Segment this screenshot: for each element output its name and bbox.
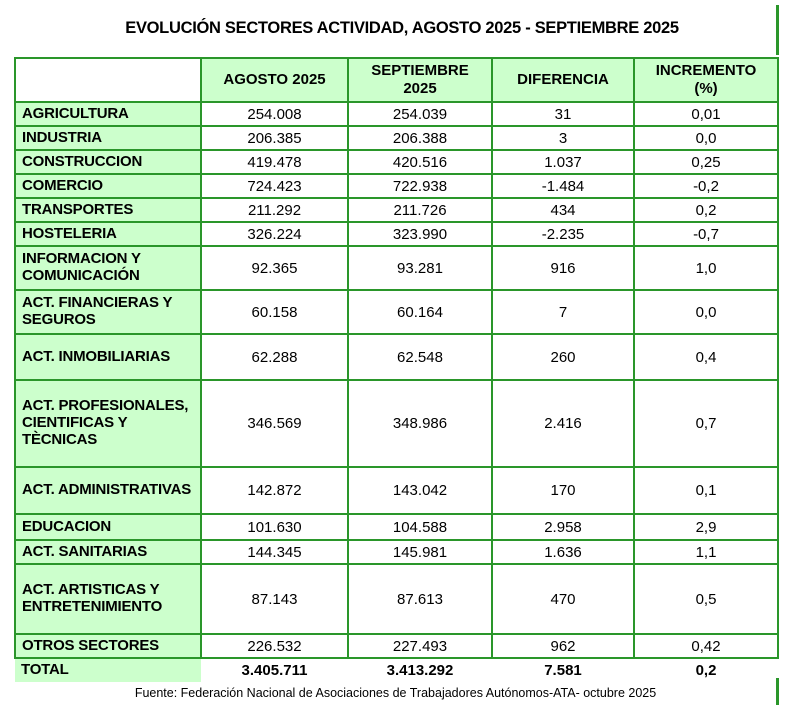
sector-label: ACT. PROFESIONALES, CIENTIFICAS Y TÈCNICAS [15,380,201,467]
table-row [15,514,778,540]
table-row [15,540,778,564]
septiembre-value: 62.548 [348,334,492,380]
agosto-value: 211.292 [201,198,348,222]
right-border-top-segment [776,5,779,55]
sector-label: COMERCIO [15,174,201,198]
septiembre-value: 211.726 [348,198,492,222]
table-row [15,222,778,246]
septiembre-value: 722.938 [348,174,492,198]
header-row [15,58,778,102]
agosto-value: 60.158 [201,290,348,334]
septiembre-value: 323.990 [348,222,492,246]
incremento-value: 0,01 [634,102,778,126]
column-header: DIFERENCIA [492,58,634,102]
incremento-value: 0,7 [634,380,778,467]
table-header [15,58,778,102]
diferencia-value: 7 [492,290,634,334]
table-row [15,126,778,150]
diferencia-value: -1.484 [492,174,634,198]
agosto-value: 206.385 [201,126,348,150]
sectors-table [14,57,779,682]
column-header: SEPTIEMBRE 2025 [348,58,492,102]
agosto-value: 419.478 [201,150,348,174]
incremento-value: 1,0 [634,246,778,290]
septiembre-value: 145.981 [348,540,492,564]
corner-cell [15,58,201,102]
diferencia-value: 2.958 [492,514,634,540]
sector-label: ACT. ARTISTICAS Y ENTRETENIMIENTO [15,564,201,634]
agosto-value: 724.423 [201,174,348,198]
table-row [15,290,778,334]
table-row [15,380,778,467]
incremento-value: 2,9 [634,514,778,540]
sector-label: ACT. INMOBILIARIAS [15,334,201,380]
septiembre-value: 254.039 [348,102,492,126]
agosto-value: 226.532 [201,634,348,658]
sector-label: AGRICULTURA [15,102,201,126]
incremento-value: 0,0 [634,290,778,334]
diferencia-value: 470 [492,564,634,634]
right-border-bottom-segment [776,678,779,705]
column-header: INCREMENTO (%) [634,58,778,102]
diferencia-value: 2.416 [492,380,634,467]
sector-label: ACT. FINANCIERAS Y SEGUROS [15,290,201,334]
agosto-value: 92.365 [201,246,348,290]
column-header: AGOSTO 2025 [201,58,348,102]
incremento-value: 0,5 [634,564,778,634]
total-label: TOTAL [15,658,201,682]
septiembre-value: 87.613 [348,564,492,634]
diferencia-value: 916 [492,246,634,290]
incremento-value: -0,7 [634,222,778,246]
septiembre-value: 93.281 [348,246,492,290]
sector-label: ACT. ADMINISTRATIVAS [15,467,201,514]
septiembre-value: 206.388 [348,126,492,150]
agosto-value: 142.872 [201,467,348,514]
sector-label: EDUCACION [15,514,201,540]
table-row [15,634,778,658]
table-row [15,334,778,380]
incremento-value: 0,42 [634,634,778,658]
sector-label: HOSTELERIA [15,222,201,246]
diferencia-value: 1.636 [492,540,634,564]
agosto-value: 101.630 [201,514,348,540]
source-note: Fuente: Federación Nacional de Asociaciones de Trabajadores Autónomos-ATA- octubre 2025 [134,686,657,700]
table-row [15,174,778,198]
sector-label: CONSTRUCCION [15,150,201,174]
diferencia-value: 260 [492,334,634,380]
diferencia-value: 7.581 [492,658,634,682]
diferencia-value: -2.235 [492,222,634,246]
table-row [15,564,778,634]
sector-label: ACT. SANITARIAS [15,540,201,564]
septiembre-value: 227.493 [348,634,492,658]
diferencia-value: 31 [492,102,634,126]
table-row [15,102,778,126]
sector-label: TRANSPORTES [15,198,201,222]
agosto-value: 254.008 [201,102,348,126]
incremento-value: 0,2 [634,658,778,682]
incremento-value: 0,0 [634,126,778,150]
agosto-value: 62.288 [201,334,348,380]
diferencia-value: 1.037 [492,150,634,174]
incremento-value: -0,2 [634,174,778,198]
septiembre-value: 143.042 [348,467,492,514]
diferencia-value: 434 [492,198,634,222]
agosto-value: 3.405.711 [201,658,348,682]
table-row [15,150,778,174]
septiembre-value: 104.588 [348,514,492,540]
incremento-value: 0,1 [634,467,778,514]
table-body [15,102,778,682]
incremento-value: 0,2 [634,198,778,222]
table-row [15,246,778,290]
diferencia-value: 3 [492,126,634,150]
agosto-value: 346.569 [201,380,348,467]
table-row [15,198,778,222]
septiembre-value: 60.164 [348,290,492,334]
incremento-value: 1,1 [634,540,778,564]
septiembre-value: 3.413.292 [348,658,492,682]
agosto-value: 144.345 [201,540,348,564]
sector-label: OTROS SECTORES [15,634,201,658]
table-title: EVOLUCIÓN SECTORES ACTIVIDAD, AGOSTO 2025 - SEPTIEMBRE 2025 [125,19,679,37]
incremento-value: 0,25 [634,150,778,174]
diferencia-value: 962 [492,634,634,658]
agosto-value: 326.224 [201,222,348,246]
diferencia-value: 170 [492,467,634,514]
septiembre-value: 420.516 [348,150,492,174]
agosto-value: 87.143 [201,564,348,634]
septiembre-value: 348.986 [348,380,492,467]
sector-label: INDUSTRIA [15,126,201,150]
incremento-value: 0,4 [634,334,778,380]
total-row [15,658,778,682]
table-row [15,467,778,514]
sector-label: INFORMACION Y COMUNICACIÓN [15,246,201,290]
